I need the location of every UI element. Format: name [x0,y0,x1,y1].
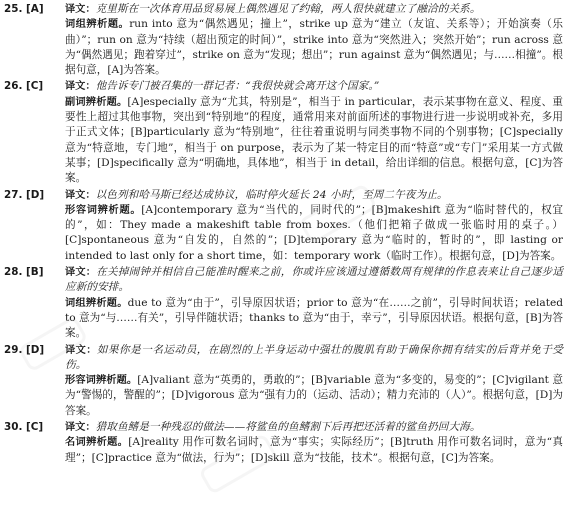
translation-line [65,420,563,435]
entry-body [65,2,569,78]
analysis-text: [A]valiant 意为“英勇的，勇敢的”；[B]variable 意为“多变的，易变的”；[C]vigilant 意为“警惕的，警醒的”；[D]vigorous 意为“强有力的（运动、活动）；精力充沛的（人）”。根据句意，[D]为答案。 [65,374,563,417]
question-number: 30. [C] [4,421,44,434]
entry-27 [0,188,569,264]
entry-29 [0,343,569,419]
translation-text: 在关掉闹钟并相信自己能准时醒来之前，你或许应该通过遵循数周有规律的作息表来让自己逐步适应新的安排。 [65,266,564,294]
translation-label: 译文： [65,189,96,201]
translation-label: 译文： [65,4,96,15]
analysis-label: 词组辨析题。 [65,19,130,31]
analysis-label: 形容词辨析题。 [65,204,142,216]
analysis-line [65,373,563,419]
analysis-line [65,296,563,342]
analysis-text: [A]contemporary 意为“当代的，同时代的”；[B]makeshift 意为“临时替代的，权宜的”，如：They made a makeshift table from boxes.（他们把箱子做成一张临时用的桌子。）[C]spontaneous 意为“自发的，自然的”；[D]temporary 意为“临时的，暂时的”，即 lasting or intended to last only for a short time，如：temporary work（临时工作）。根据句意，[D]为答案。 [65,203,563,262]
question-number: 25. [A] [4,3,44,15]
analysis-label: 形容词辨析题。 [65,375,138,387]
analysis-line [65,203,563,264]
question-number: 27. [D] [4,188,45,201]
translation-text: 以色列和哈马斯已经达成协议，临时停火延长 24 小时，至周二午夜为止。 [95,188,448,201]
translation-text: 如果你是一名运动员，在剧烈的上半身运动中强壮的腹肌有助于确保你拥有结实的后背并免于受伤。 [65,343,563,371]
analysis-text: run into 意为“偶然遇见；撞上”，strike up 意为“建立（友谊、关系等）；开始演奏（乐曲）”；run on 意为“持续（超出预定的时间）”，strike into 意为“突然进入；突然开始”；run across 意为“偶然遇见；跑着穿过”，strike on 意为“发现；想出”；run against 意为“偶然遇见；与……相撞”。根据句意，[A]为答案。 [65,18,563,77]
translation-label: 译文： [65,344,97,356]
analysis-text: [A]reality 用作可数名词时，意为“事实；实际经历”；[B]truth 用作可数名词时，意为“真理”；[C]practice 意为“做法，行为”；[D]skill 意为“技能，技术”。根据句意，[C]为答案。 [65,436,563,464]
analysis-label: 词组辨析题。 [65,297,128,309]
translation-text: 克里斯在一次体育用品贸易展上偶然遇见了约翰，两人很快就建立了融洽的关系。 [95,3,481,15]
question-number: 29. [D] [4,343,45,356]
analysis-text: due to 意为“由于”，引导原因状语；prior to 意为“在……之前”，引导时间状语；related to 意为“与……有关”，引导伴随状语；thanks to 意为“由于，幸亏”，引导原因状语。根据句意，[B]为答案。 [65,296,564,340]
entry-body [65,420,569,466]
analysis-line [65,17,563,78]
translation-line [65,343,563,374]
translation-line [65,188,563,203]
translation-label: 译文： [65,267,97,279]
answer-explanations [0,2,569,467]
analysis-label: 名词辨析题。 [65,437,129,449]
entry-body [65,188,569,264]
entry-body [65,79,569,186]
analysis-line [65,435,563,466]
translation-text: 他告诉专门被召集的一群记者：“我很快就会离开这个国家。” [95,80,380,93]
translation-label: 译文： [65,81,96,93]
analysis-text: [A]especially 意为“尤其，特别是”，相当于 in particular，表示某事物在意义、程度、重要性上超过其他事物，突出到“特别地”的程度，通常用来对前面所述的事物进行进一步说明或补充，多用于正式文体；[B]particularly 意为“特别地”，往往着重说明与同类事物不同的个别事物；[C]specially 意为“特意地，专门地”，相当于 on purpose，表示为了某一特定目的而“特意”或“专门”采用某一方式做某事；[D]specifically 意为“明确地，具体地”，相当于 in detail，给出详细的信息。根据句意，[C]为答案。 [65,95,563,185]
question-number: 26. [C] [4,80,44,93]
entry-26 [0,79,569,186]
question-number: 28. [B] [4,266,44,279]
translation-text: 猎取鱼鳍是一种残忍的做法——将鲨鱼的鱼鳍割下后再把还活着的鲨鱼扔回大海。 [95,421,481,434]
analysis-line [65,95,563,187]
translation-line [65,265,563,296]
entry-25 [0,2,569,78]
entry-28 [0,265,569,341]
entry-body [65,343,569,419]
translation-line [65,79,563,94]
entry-body [65,265,569,341]
translation-line [65,2,563,17]
entry-30 [0,420,569,466]
translation-label: 译文： [65,422,96,434]
analysis-label: 副词辨析题。 [65,96,128,108]
